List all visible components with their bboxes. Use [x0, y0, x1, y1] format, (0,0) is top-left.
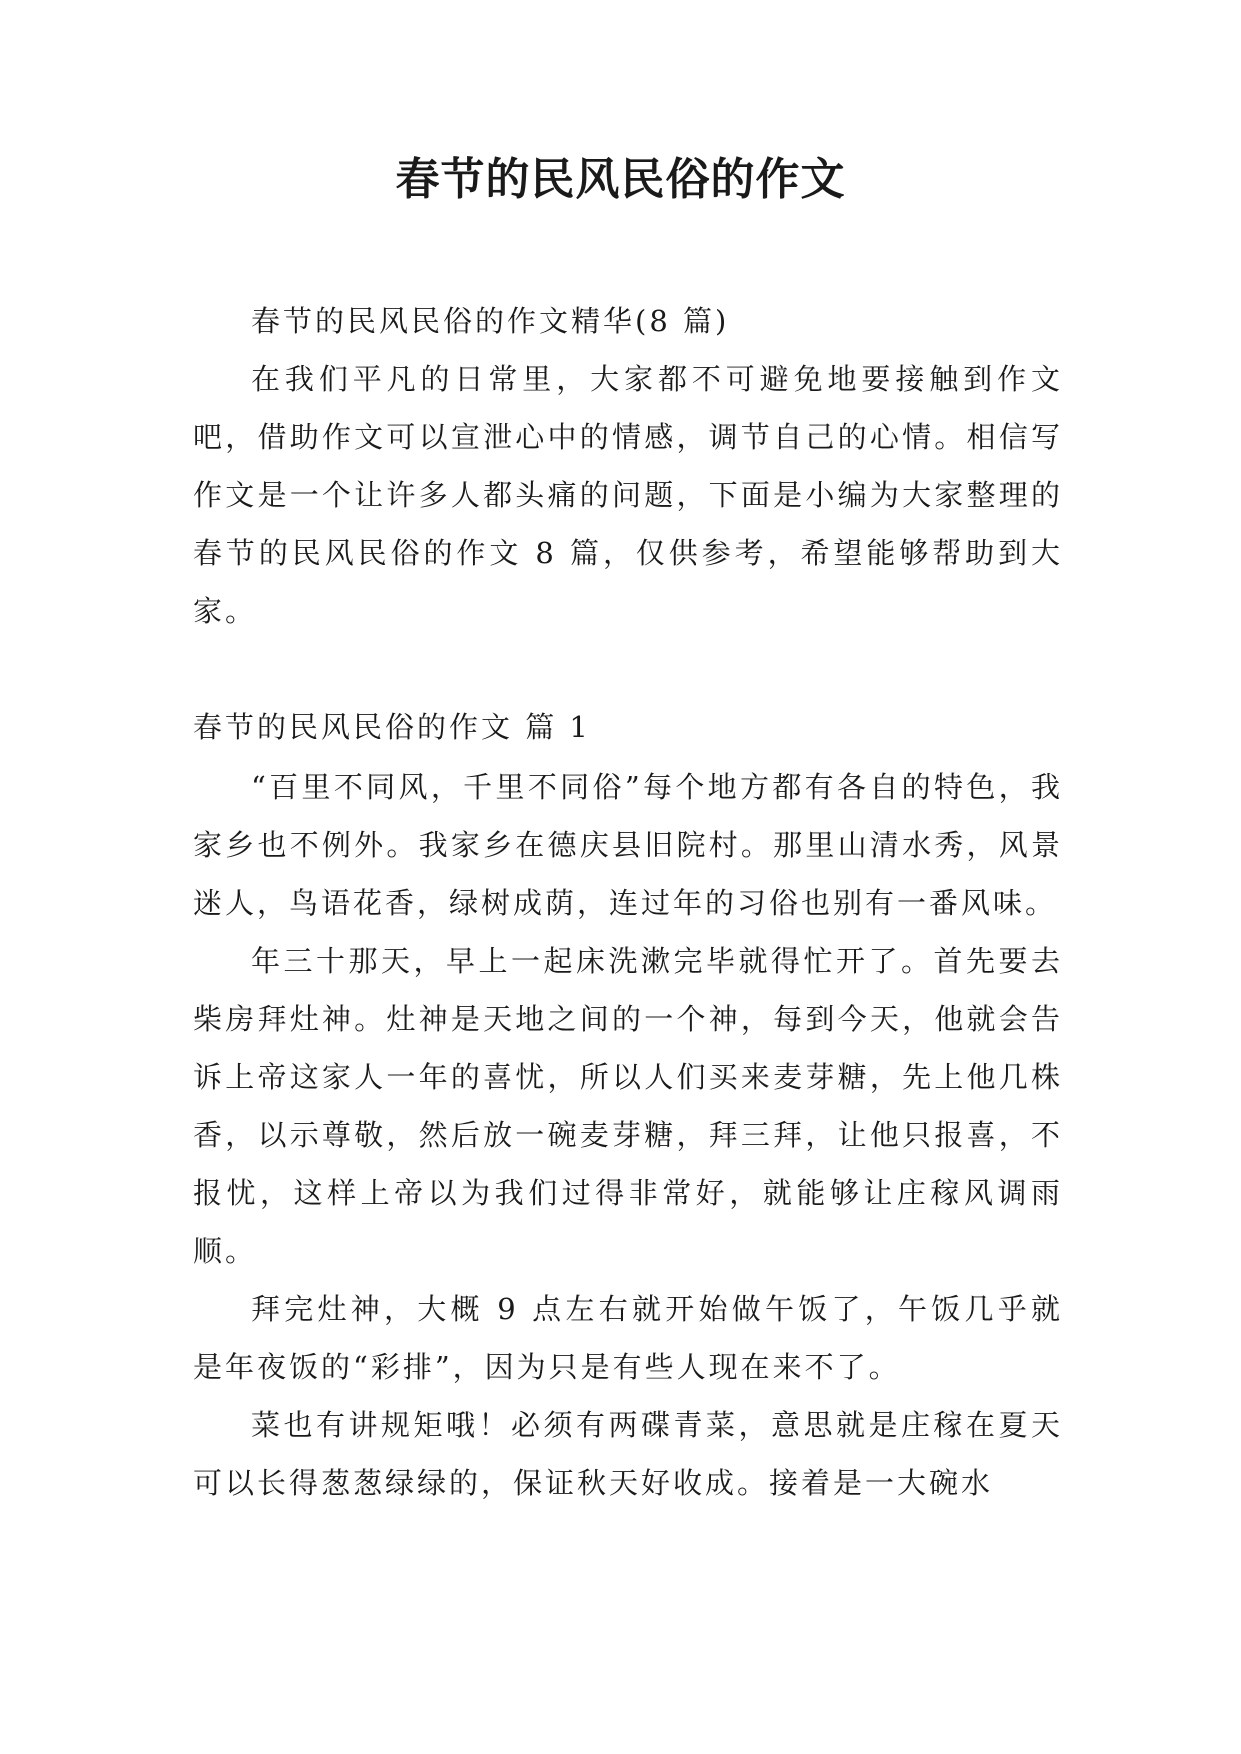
intro-heading: 春节的民风民俗的作文精华(8 篇): [251, 304, 730, 338]
paragraph: “百里不同风，千里不同俗”每个地方都有各自的特色，我家乡也不例外。我家乡在德庆县旧院村。那里山清水秀，风景迷人，鸟语花香，绿树成荫，连过年的习俗也别有一番风味。: [193, 770, 1063, 920]
section-heading: 春节的民风民俗的作文 篇 1: [193, 710, 591, 744]
section-block: [193, 698, 1063, 1512]
intro-paragraph: 在我们平凡的日常里，大家都不可避免地要接触到作文吧，借助作文可以宣泄心中的情感，调节自己的心情。相信写作文是一个让许多人都头痛的问题，下面是小编为大家整理的春节的民风民俗的作文 8 篇，仅供参考，希望能够帮助到大家。: [193, 362, 1063, 628]
page-title: 春节的民风民俗的作文: [395, 154, 846, 205]
paragraph: 拜完灶神，大概 9 点左右就开始做午饭了，午饭几乎就是年夜饭的“彩排”，因为只是有些人现在来不了。: [193, 1292, 1063, 1384]
intro-block: [193, 292, 1063, 640]
paragraph: 年三十那天，早上一起床洗漱完毕就得忙开了。首先要去柴房拜灶神。灶神是天地之间的一个神，每到今天，他就会告诉上帝这家人一年的喜忧，所以人们买来麦芽糖，先上他几株香，以示尊敬，然后放一碗麦芽糖，拜三拜，让他只报喜，不报忧，这样上帝以为我们过得非常好，就能够让庄稼风调雨顺。: [193, 944, 1063, 1268]
paragraph: 菜也有讲规矩哦！必须有两碟青菜，意思就是庄稼在夏天可以长得葱葱绿绿的，保证秋天好收成。接着是一大碗水: [193, 1408, 1063, 1500]
